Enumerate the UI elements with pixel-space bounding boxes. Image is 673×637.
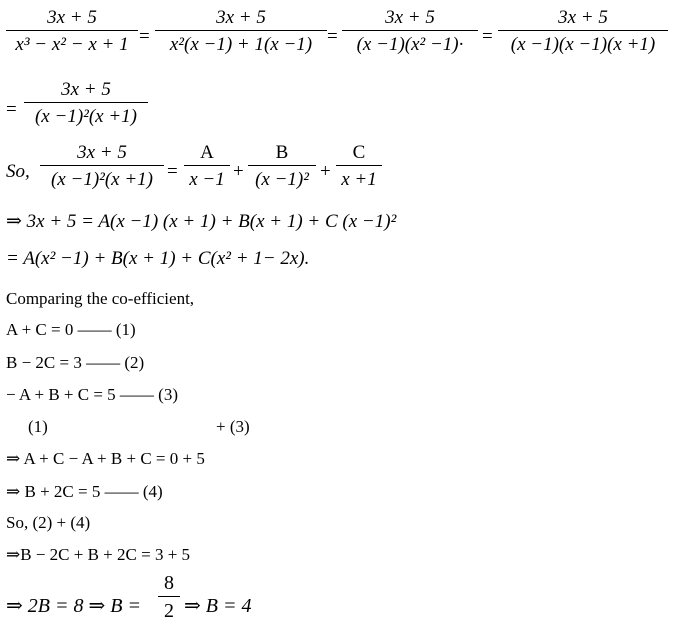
equation-1: A + C = 0 —— (1) xyxy=(6,320,136,339)
equals-2: = xyxy=(327,26,338,47)
fraction-line2-numerator: 3x + 5 xyxy=(24,80,148,103)
fraction-3-denominator: (x −1)(x² −1)· xyxy=(356,34,464,55)
fraction-1-denominator: x³ − x² − x + 1 xyxy=(15,34,129,55)
combined-line: ⇒B − 2C + B + 2C = 3 + 5 xyxy=(6,545,191,564)
plus-2: + xyxy=(320,161,331,182)
so-combine: So, (2) + (4) xyxy=(6,513,91,532)
fraction-c xyxy=(336,143,382,189)
fraction-4-denominator: (x −1)(x −1)(x +1) xyxy=(510,34,656,55)
fraction-1-numerator: 3x + 5 xyxy=(6,8,138,31)
fraction-2-denominator: x²(x −1) + 1(x −1) xyxy=(169,34,313,55)
plus-1: + xyxy=(233,161,244,182)
fraction-a-numerator: A xyxy=(184,143,230,166)
fraction-lhs-denominator: (x −1)²(x +1) xyxy=(50,169,153,190)
equals-line3: = xyxy=(167,161,178,182)
expansion-line-2: = A(x² −1) + B(x + 1) + C(x² + 1− 2x). xyxy=(6,248,310,269)
fraction-3 xyxy=(342,8,478,54)
equation-2: B − 2C = 3 —— (2) xyxy=(6,353,145,372)
fraction-2-numerator: 3x + 5 xyxy=(155,8,327,31)
sum-line: ⇒ A + C − A + B + C = 0 + 5 xyxy=(6,449,205,468)
fraction-result-denominator: 2 xyxy=(164,600,174,622)
label-eq-1: (1) xyxy=(28,417,48,436)
comparing-heading: Comparing the co-efficient, xyxy=(6,289,195,308)
so-label: So, xyxy=(6,161,30,182)
fraction-result xyxy=(158,573,180,621)
equals-1: = xyxy=(139,26,150,47)
equals-3: = xyxy=(482,26,493,47)
fraction-2 xyxy=(155,8,327,54)
expansion-line: ⇒ 3x + 5 = A(x −1) (x + 1) + B(x + 1) + C (x −1)² xyxy=(6,211,397,232)
equation-3: − A + B + C = 5 —— (3) xyxy=(6,385,179,404)
equation-4: ⇒ B + 2C = 5 —— (4) xyxy=(6,482,163,501)
fraction-line2-denominator: (x −1)²(x +1) xyxy=(34,106,137,127)
fraction-a xyxy=(184,143,230,189)
fraction-result-numerator: 8 xyxy=(158,573,180,597)
result-post: ⇒ B = 4 xyxy=(184,595,252,617)
fraction-b xyxy=(248,143,316,189)
fraction-c-numerator: C xyxy=(336,143,382,166)
label-plus-eq-3: + (3) xyxy=(216,417,250,436)
fraction-4-numerator: 3x + 5 xyxy=(498,8,668,31)
fraction-3-numerator: 3x + 5 xyxy=(342,8,478,31)
fraction-line2 xyxy=(24,80,148,126)
fraction-a-denominator: x −1 xyxy=(189,169,225,190)
fraction-b-numerator: B xyxy=(248,143,316,166)
fraction-4 xyxy=(498,8,668,54)
equals-line2: = xyxy=(6,99,17,120)
fraction-1 xyxy=(6,8,138,54)
fraction-b-denominator: (x −1)² xyxy=(255,169,309,190)
fraction-lhs-numerator: 3x + 5 xyxy=(40,143,164,166)
fraction-c-denominator: x +1 xyxy=(341,169,377,190)
result-pre: ⇒ 2B = 8 ⇒ B = xyxy=(6,595,141,617)
fraction-lhs xyxy=(40,143,164,189)
